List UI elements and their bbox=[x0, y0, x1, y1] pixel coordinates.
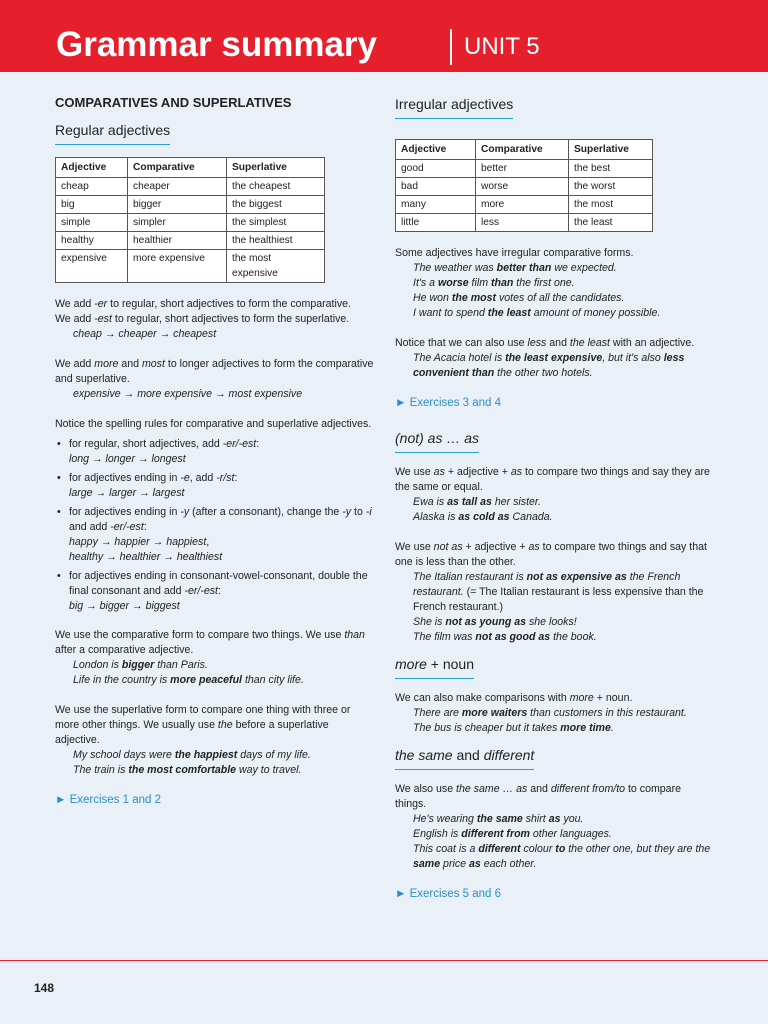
arrow-icon: → bbox=[137, 453, 149, 465]
title-divider bbox=[450, 29, 452, 65]
table-cell: simpler bbox=[128, 214, 227, 232]
exercise-link-5-6[interactable]: ► Exercises 5 and 6 bbox=[395, 888, 502, 900]
spelling-rules-list bbox=[55, 437, 375, 614]
list-item: • for adjectives ending in consonant-vowel-consonant, double the final consonant and add -er/-est: big → bigger → biggest bbox=[55, 569, 375, 614]
paragraph-irregular: Some adjectives have irregular comparative forms. The weather was better than we expected. It's a worse film than the first one. He won the most votes of all the candidates. I want to spend the least amount of money possible. bbox=[395, 246, 715, 321]
regular-adjectives-heading: Regular adjectives bbox=[55, 121, 170, 145]
table-cell: healthy bbox=[56, 232, 128, 250]
exercise-link-3-4[interactable]: ► Exercises 3 and 4 bbox=[395, 397, 502, 409]
table-header-row bbox=[56, 158, 325, 178]
example-line: Alaska is as cold as Canada. bbox=[413, 511, 553, 523]
example-line: I want to spend the least amount of money possible. bbox=[413, 307, 661, 319]
table-row bbox=[56, 232, 325, 250]
paragraph-same-different: We also use the same … as and different from/to to compare things. He's wearing the same shirt as you. English is different from other languages. This coat is a different colour to the other one, but they are the same price as each other. bbox=[395, 782, 715, 872]
table-cell: bad bbox=[396, 178, 476, 196]
example-line: This coat is a different colour to the other one, but they are the same price as each other. bbox=[413, 843, 711, 870]
arrow-icon: → bbox=[159, 328, 171, 340]
table-cell: bigger bbox=[128, 196, 227, 214]
more-noun-heading: more + noun bbox=[395, 655, 474, 679]
list-item: • for adjectives ending in -e, add -r/st: large → larger → largest bbox=[55, 471, 375, 501]
arrow-icon: → bbox=[163, 551, 174, 563]
arrow-icon: → bbox=[123, 388, 135, 400]
page-number: 148 bbox=[34, 981, 55, 995]
table-cell: good bbox=[396, 160, 476, 178]
table-cell: the healthiest bbox=[227, 232, 325, 250]
table-row bbox=[396, 160, 653, 178]
table-cell: the cheapest bbox=[227, 178, 325, 196]
table-header-cell: Superlative bbox=[569, 140, 653, 160]
arrow-icon: → bbox=[86, 600, 97, 612]
table-row bbox=[56, 214, 325, 232]
table-row bbox=[56, 178, 325, 196]
play-triangle-icon: ► bbox=[395, 397, 407, 409]
play-triangle-icon: ► bbox=[395, 888, 407, 900]
arrow-icon: → bbox=[100, 536, 112, 548]
example-line: London is bigger than Paris. bbox=[73, 659, 208, 671]
example-line: There are more waiters than customers in this restaurant. bbox=[413, 707, 687, 719]
as-as-heading: (not) as … as bbox=[395, 429, 479, 453]
table-cell: less bbox=[476, 214, 569, 232]
table-cell: big bbox=[56, 196, 128, 214]
exercise-link-1-2[interactable]: ► Exercises 1 and 2 bbox=[55, 794, 162, 806]
same-different-heading: the same and different bbox=[395, 746, 534, 770]
arrow-icon: → bbox=[106, 551, 117, 563]
example-line: The Acacia hotel is the least expensive, but it's also less convenient than the other two hotels. bbox=[413, 352, 685, 379]
example-line: The train is the most comfortable way to travel. bbox=[73, 764, 302, 776]
table-row bbox=[396, 196, 653, 214]
example-line: She is not as young as she looks! bbox=[413, 616, 577, 628]
paragraph-not-as: We use not as + adjective + as to compare two things and say that one is less than the other. The Italian restaurant is not as expensive as the French restaurant. (= The Italian restaurant is less expensive than the French restaurant.) She is not as young as she looks! The film was not as good as the book. bbox=[395, 540, 715, 645]
table-cell: better bbox=[476, 160, 569, 178]
table-cell: healthier bbox=[128, 232, 227, 250]
table-cell: expensive bbox=[56, 250, 128, 283]
example-line: He's wearing the same shirt as you. bbox=[413, 813, 584, 825]
table-cell: the worst bbox=[569, 178, 653, 196]
paragraph-er-est: We add -er to regular, short adjectives to form the comparative. We add -est to regular, short adjectives to form the superlative. cheap → cheaper → cheapest bbox=[55, 297, 375, 342]
example-line: The Italian restaurant is not as expensive as the French restaurant. (= The Italian restaurant is less expensive than the French restaurant.) bbox=[413, 571, 704, 613]
section-main-heading: COMPARATIVES AND SUPERLATIVES bbox=[55, 95, 292, 110]
example-line: The weather was better than we expected. bbox=[413, 262, 617, 274]
arrow-icon: → bbox=[139, 487, 150, 499]
table-cell: more expensive bbox=[128, 250, 227, 283]
example-line: He won the most votes of all the candidates. bbox=[413, 292, 625, 304]
paragraph-comparative: We use the comparative form to compare two things. We use than after a comparative adjective. London is bigger than Paris. Life in the country is more peaceful than city life. bbox=[55, 628, 375, 688]
table-cell: cheap bbox=[56, 178, 128, 196]
table-row bbox=[396, 178, 653, 196]
example-line: cheap → cheaper → cheapest bbox=[73, 328, 217, 340]
paragraph-spelling: Notice the spelling rules for comparative and superlative adjectives. bbox=[55, 418, 372, 430]
table-cell: the most expensive bbox=[227, 250, 325, 283]
right-column bbox=[395, 95, 715, 920]
paragraph-more-noun: We can also make comparisons with more + noun. There are more waiters than customers in this restaurant. The bus is cheaper but it takes more time. bbox=[395, 691, 715, 736]
arrow-icon: → bbox=[95, 487, 107, 499]
irregular-adjectives-heading: Irregular adjectives bbox=[395, 95, 513, 119]
table-cell: the most bbox=[569, 196, 653, 214]
table-cell: the least bbox=[569, 214, 653, 232]
table-cell: worse bbox=[476, 178, 569, 196]
table-cell: cheaper bbox=[128, 178, 227, 196]
arrow-icon: → bbox=[214, 388, 226, 400]
example-line: Ewa is as tall as her sister. bbox=[413, 496, 541, 508]
paragraph-superlative: We use the superlative form to compare one thing with three or more other things. We usually use the before a superlative adjective. My school days were the happiest days of my life. The train is the most comfortable way to travel. bbox=[55, 703, 375, 778]
example-line: The film was not as good as the book. bbox=[413, 631, 597, 643]
example-line: My school days were the happiest days of my life. bbox=[73, 749, 311, 761]
play-triangle-icon: ► bbox=[55, 794, 67, 806]
paragraph-as-as: We use as + adjective + as to compare two things and say they are the same or equal. Ewa is as tall as her sister. Alaska is as cold as Canada. bbox=[395, 465, 715, 525]
page-header bbox=[0, 0, 768, 72]
list-item: • for adjectives ending in -y (after a consonant), change the -y to -i and add -er/-est: happy → happier → happiest, healthy → healthier → healthiest bbox=[55, 505, 375, 565]
arrow-icon: → bbox=[132, 600, 143, 612]
table-cell: many bbox=[396, 196, 476, 214]
irregular-adjectives-table bbox=[395, 139, 653, 232]
example-line: English is different from other languages. bbox=[413, 828, 612, 840]
table-cell: the best bbox=[569, 160, 653, 178]
arrow-icon: → bbox=[91, 453, 103, 465]
example-line: It's a worse film than the first one. bbox=[413, 277, 575, 289]
table-header-cell: Comparative bbox=[128, 158, 227, 178]
example-line: The bus is cheaper but it takes more time. bbox=[413, 722, 614, 734]
unit-label: UNIT 5 bbox=[464, 33, 540, 60]
footer-divider bbox=[0, 960, 768, 961]
table-header-cell: Adjective bbox=[396, 140, 476, 160]
regular-adjectives-table bbox=[55, 157, 325, 283]
example-line: expensive → more expensive → most expensive bbox=[73, 388, 303, 400]
table-cell: little bbox=[396, 214, 476, 232]
left-column bbox=[55, 95, 375, 826]
table-cell: more bbox=[476, 196, 569, 214]
paragraph-more-most: We add more and most to longer adjectives to form the comparative and superlative. expensive → more expensive → most expensive bbox=[55, 358, 374, 400]
table-row bbox=[56, 250, 325, 283]
arrow-icon: → bbox=[104, 328, 116, 340]
table-header-cell: Adjective bbox=[56, 158, 128, 178]
table-cell: the biggest bbox=[227, 196, 325, 214]
table-row bbox=[56, 196, 325, 214]
table-header-row bbox=[396, 140, 653, 160]
table-row bbox=[396, 214, 653, 232]
table-header-cell: Comparative bbox=[476, 140, 569, 160]
table-cell: simple bbox=[56, 214, 128, 232]
table-cell: the simplest bbox=[227, 214, 325, 232]
table-header-cell: Superlative bbox=[227, 158, 325, 178]
page-title: Grammar summary bbox=[56, 25, 377, 64]
arrow-icon: → bbox=[152, 536, 164, 548]
paragraph-less-least: Notice that we can also use less and the least with an adjective. The Acacia hotel is the least expensive, but it's also less convenient than the other two hotels. bbox=[395, 336, 715, 381]
example-line: Life in the country is more peaceful than city life. bbox=[73, 674, 304, 686]
list-item: • for regular, short adjectives, add -er/-est: long → longer → longest bbox=[55, 437, 375, 467]
